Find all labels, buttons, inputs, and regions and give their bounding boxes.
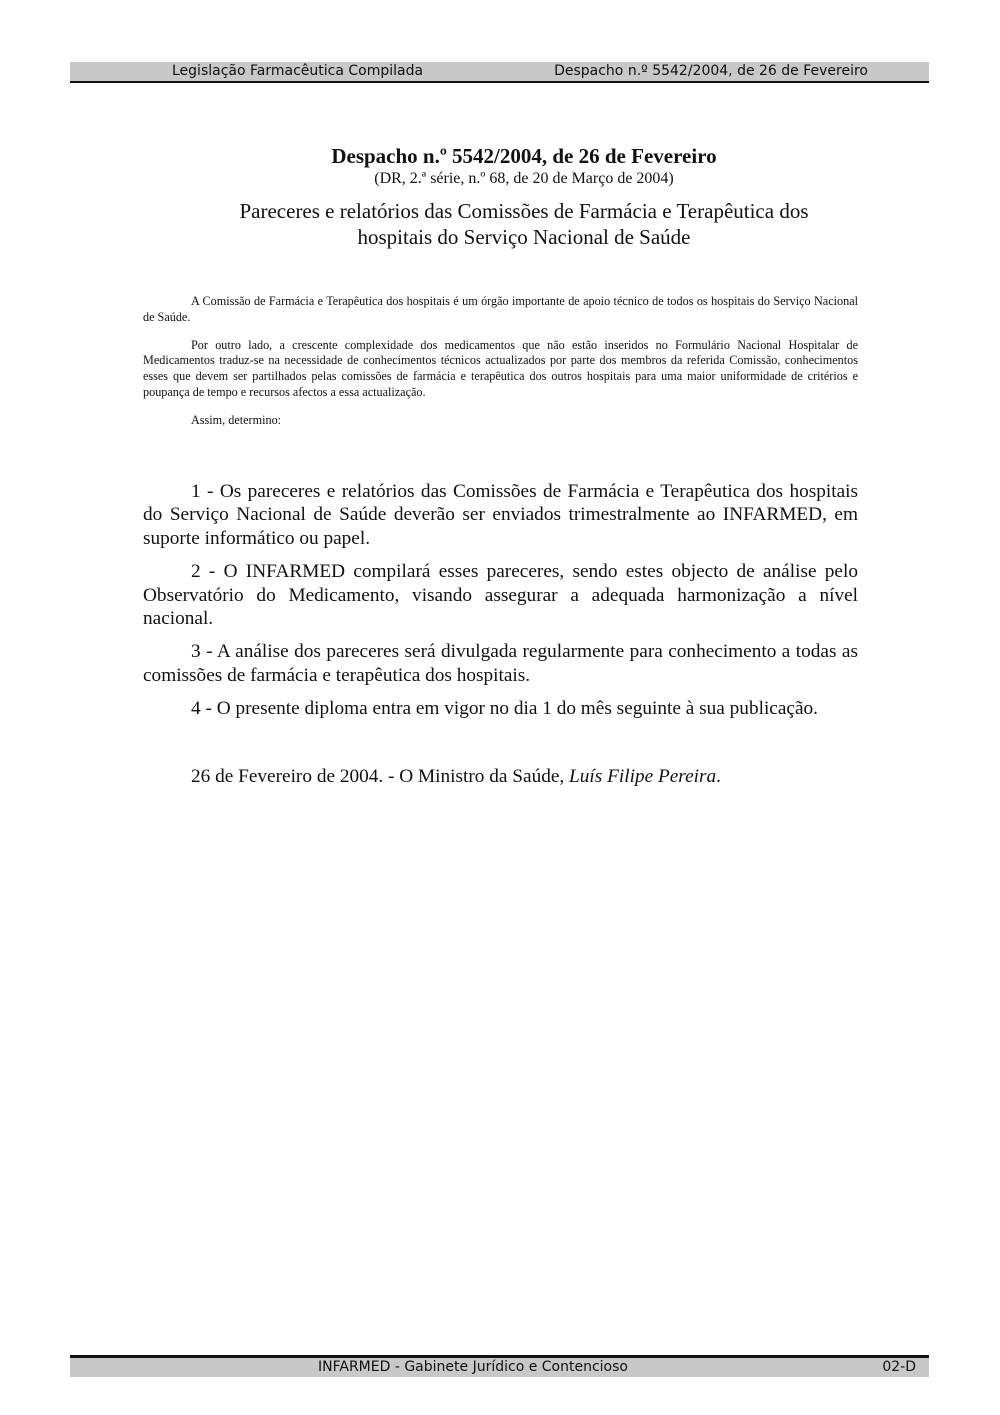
document-heading-line: Pareceres e relatórios das Comissões de Farmácia e Terapêutica dos <box>239 199 809 223</box>
preamble-paragraph: A Comissão de Farmácia e Terapêutica dos hospitais é um órgão importante de apoio técnico de todos os hospitais do Serviço Nacional de Saúde. <box>143 294 858 324</box>
document-subtitle: (DR, 2.ª série, n.º 68, de 20 de Março de 2004) <box>374 170 674 187</box>
footer-department: INFARMED - Gabinete Jurídico e Contencioso <box>318 1359 628 1375</box>
page-header <box>70 62 929 83</box>
page-number: 02-D <box>882 1359 916 1375</box>
article-paragraph: 1 - Os pareceres e relatórios das Comissões de Farmácia e Terapêutica dos hospitais do Serviço Nacional de Saúde deverão ser enviados trimestralmente ao INFARMED, em suporte informático ou papel. <box>143 481 858 549</box>
preamble <box>143 294 858 441</box>
article-paragraph: 2 - O INFARMED compilará esses pareceres, sendo estes objecto de análise pelo Observatório do Medicamento, visando assegurar a adequada harmonização a nível nacional. <box>143 561 858 630</box>
page-footer <box>70 1355 929 1377</box>
preamble-paragraph: Assim, determino: <box>191 412 282 427</box>
article-paragraph: 4 - O presente diploma entra em vigor no dia 1 do mês seguinte à sua publicação. <box>191 698 818 720</box>
signature-date: 26 de Fevereiro de 2004. - O Ministro da Saúde, <box>191 766 570 787</box>
header-collection-title: Legislação Farmacêutica Compilada <box>172 63 424 79</box>
articles <box>143 480 858 731</box>
header-document-ref: Despacho n.º 5542/2004, de 26 de Fevereiro <box>554 63 868 79</box>
title-block <box>143 144 905 250</box>
document-heading-line: hospitais do Serviço Nacional de Saúde <box>357 225 691 249</box>
document-title: Despacho n.º 5542/2004, de 26 de Fevereiro <box>331 144 717 168</box>
document-heading <box>143 198 905 250</box>
preamble-paragraph: Por outro lado, a crescente complexidade dos medicamentos que não estão inseridos no Formulário Nacional Hospitalar de Medicamentos traduz-se na necessidade de conhecimentos técnicos actualizados por parte dos membros da referida Comissão, conhecimentos esses que devem ser partilhados pelas comissões de farmácia e terapêutica dos outros hospitais para uma maior uniformidade de critérios e poupança de tempo e recursos afectos a essa actualização. <box>143 337 858 399</box>
signature-line <box>191 765 721 789</box>
signature-end: . <box>716 766 721 787</box>
signatory-name: Luís Filipe Pereira <box>569 766 717 787</box>
article-paragraph: 3 - A análise dos pareceres será divulgada regularmente para conhecimento a todas as comissões de farmácia e terapêutica dos hospitais. <box>143 641 858 686</box>
